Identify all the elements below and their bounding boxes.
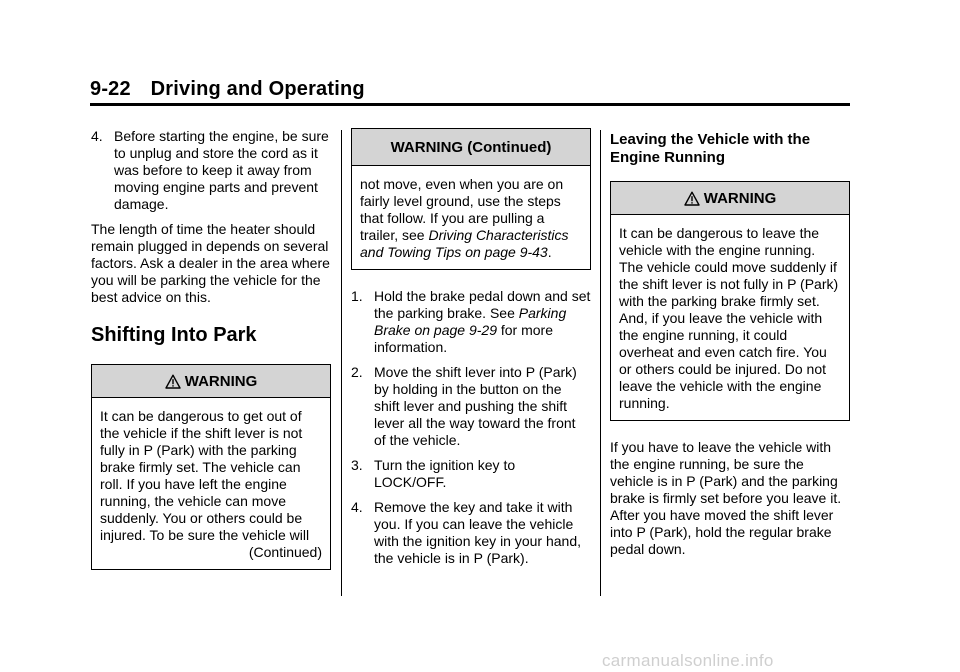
warning-header (92, 365, 330, 398)
chapter-title: Driving and Operating (150, 78, 365, 100)
step-item (351, 364, 591, 449)
step-text (374, 288, 591, 356)
column-1 (91, 128, 331, 588)
column-3 (610, 128, 850, 566)
step-text-post: for more information. (374, 322, 553, 355)
step-number: 2. (351, 364, 363, 380)
step-item (351, 288, 591, 356)
section-title: Shifting Into Park (91, 324, 257, 346)
list-item (91, 128, 331, 213)
list-text: Before starting the engine, be sure to unplug and store the cord as it was before to keep it away from moving engine parts and prevent damage. (114, 128, 329, 212)
header-rule (90, 103, 850, 106)
warning-title: WARNING (Continued) (390, 138, 552, 156)
page-number: 9-22 (90, 78, 131, 100)
warning-title: WARNING (184, 372, 258, 390)
warning-text: It can be dangerous to leave the vehicle with the engine running. The vehicle could move suddenly if the shift lever is not fully in P (Park) with the parking brake firmly set. And, if you leave the vehicle with the engine running, it could overheat and even catch fire. You or others could be injured. Do not leave the vehicle with the engine running. (619, 225, 839, 411)
list-number: 4. (91, 128, 103, 144)
warning-body (352, 166, 590, 269)
cross-reference-link[interactable]: Parking Brake on page 9-29 (374, 305, 567, 338)
column-divider-1 (341, 130, 342, 596)
warning-box (610, 181, 850, 421)
warning-body (611, 215, 849, 420)
step-item (351, 499, 591, 567)
heater-paragraph: The length of time the heater should remain plugged in depends on several factors. Ask a dealer in the area where you will be parking the vehicle for the best advice on this. (91, 221, 330, 305)
cross-reference-link[interactable]: Driving Characteristics and Towing Tips on page 9-43 (360, 227, 569, 260)
step-text: Move the shift lever into P (Park) by holding in the button on the shift lever and pushing the shift lever all the way toward the front of the vehicle. (374, 364, 577, 448)
step-number: 3. (351, 457, 363, 473)
warning-header (611, 182, 849, 215)
warning-text: It can be dangerous to get out of the vehicle if the shift lever is not fully in P (Park) with the parking brake firmly set. The vehicle can roll. If you have left the engine running, the vehicle can move suddenly. You or others could be injured. To be sure the vehicle will (100, 408, 310, 543)
warning-text-end: . (547, 244, 552, 260)
step-text: Remove the key and take it with you. If you can leave the vehicle with the ignition key in your hand, the vehicle is in P (Park). (374, 499, 582, 566)
body-paragraph: If you have to leave the vehicle with the engine running, be sure the vehicle is in P (Park) and the parking brake is firmly set before you leave it. After you have moved the shift lever into P (Park), hold the regular brake pedal down. (610, 439, 842, 557)
step-item (351, 457, 591, 491)
warning-body (92, 398, 330, 569)
warning-text: not move, even when you are on fairly level ground, use the steps that follow. If you are pulling a trailer, see (360, 176, 564, 243)
warning-triangle-icon (165, 374, 181, 389)
step-text: Turn the ignition key to LOCK/OFF. (374, 457, 516, 490)
warning-triangle-icon (684, 191, 700, 206)
step-number: 4. (351, 499, 363, 515)
warning-header (352, 129, 590, 166)
warning-title: WARNING (703, 189, 777, 207)
warning-box-continued (351, 128, 591, 270)
column-2 (351, 128, 591, 575)
page-header (90, 78, 365, 101)
column-divider-2 (600, 130, 601, 596)
watermark: carmanualsonline.info (602, 651, 774, 670)
step-number: 1. (351, 288, 363, 304)
warning-box (91, 364, 331, 570)
continued-label: (Continued) (248, 544, 322, 560)
subsection-title: Leaving the Vehicle with the Engine Running (610, 131, 811, 166)
step-text-pre: Hold the brake pedal down and set the parking brake. See (374, 288, 591, 321)
